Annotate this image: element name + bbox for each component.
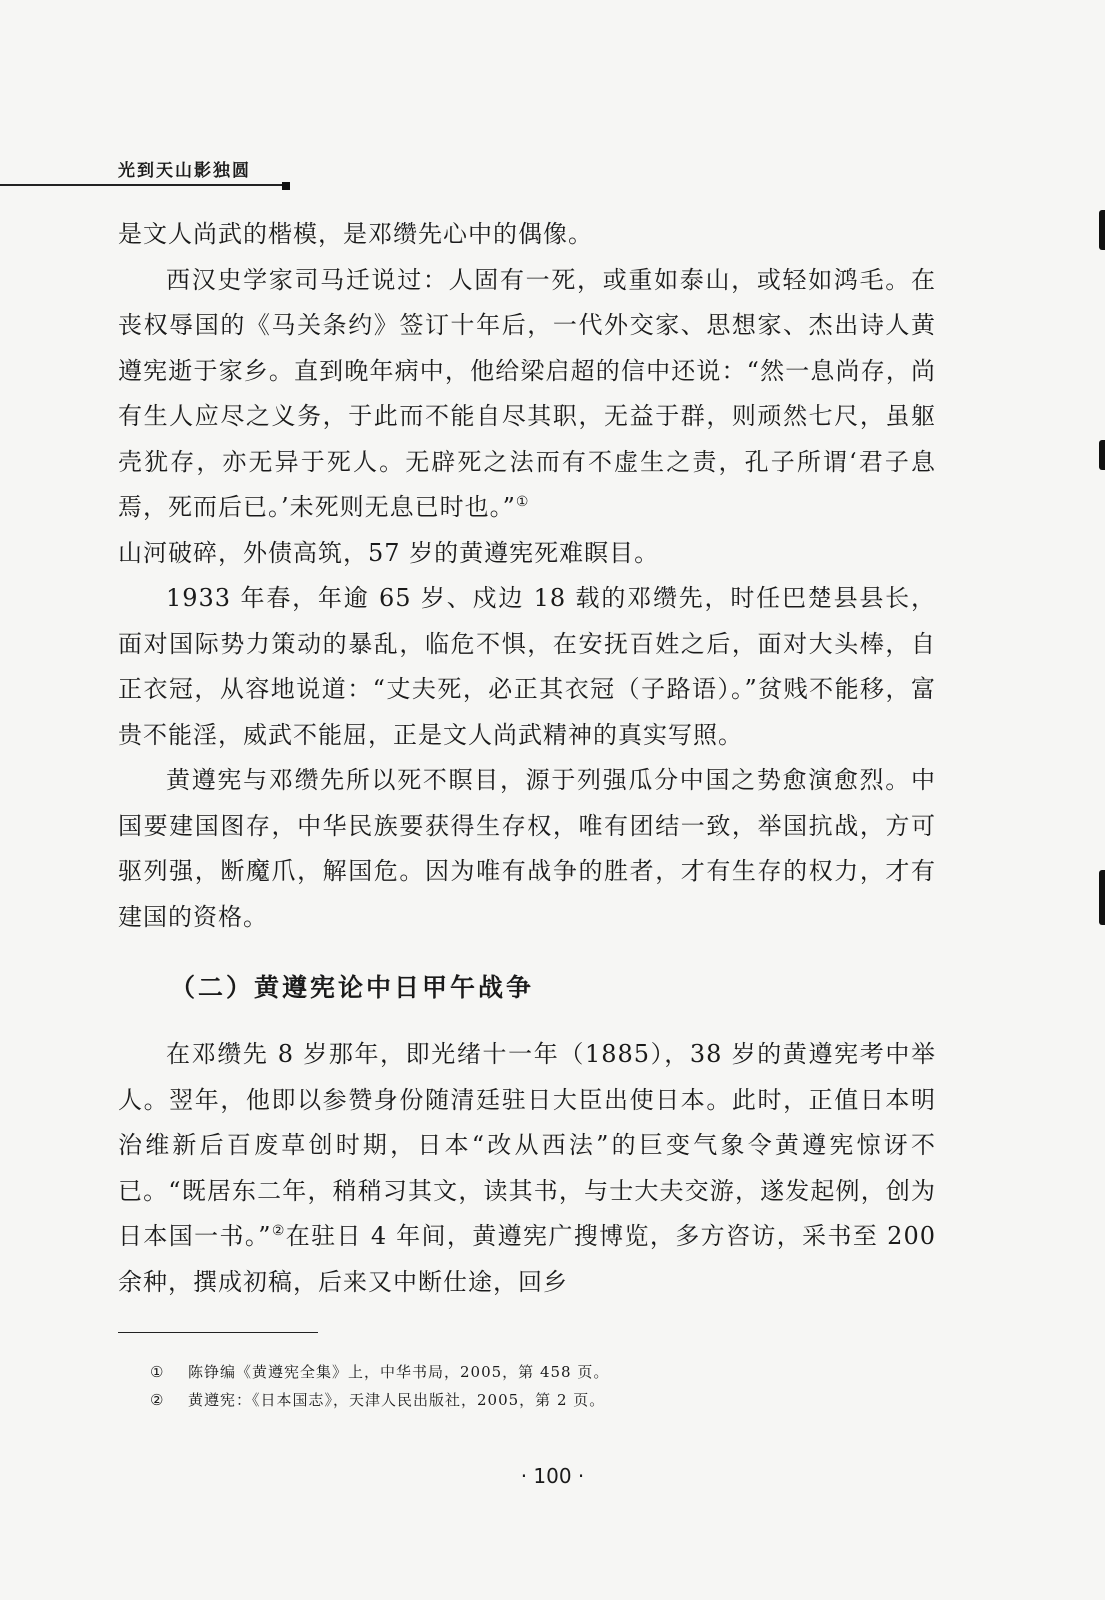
footnote-2 [150, 1386, 930, 1414]
footnote-2-text: 黄遵宪：《日本国志》，天津人民出版社，2005，第 2 页。 [188, 1391, 606, 1409]
body-text [118, 212, 936, 1305]
page-number: · 100 · [520, 1464, 585, 1488]
footnote-ref-2: ② [271, 1223, 286, 1239]
paragraph-sima-qian [118, 258, 936, 577]
section-heading: （二）黄遵宪论中日甲午战争 [170, 973, 535, 1002]
paragraph-section-body [118, 1032, 936, 1305]
footnote-ref-1: ① [515, 494, 530, 510]
paragraph-sima-qian-tail: 山河破碎，外债高筑，57 岁的黄遵宪死难瞑目。 [118, 538, 660, 567]
footnote-1-mark: ① [150, 1363, 165, 1381]
scan-edge-mark [1099, 210, 1105, 250]
paragraph-section-body-part1: 在邓缵先 8 岁那年，即光绪十一年（1885），38 岁的黄遵宪考中举人。翌年，他即以参赞身份随清廷驻日大臣出使日本。此时，正值日本明治维新后百废草创时期，日本“改从西法”的巨变气象令黄遵宪惊讶不已。“既居东二年，稍稍习其文，读其书，与士大夫交游，遂发起例，创为日本国一书。” [118, 1040, 936, 1250]
paragraph-huang-deng: 黄遵宪与邓缵先所以死不瞑目，源于列强瓜分中国之势愈演愈烈。中国要建国图存，中华民族要获得生存权，唯有团结一致，举国抗战，方可驱列强，断魔爪，解国危。因为唯有战争的胜者，才有生存的权力，才有建国的资格。 [118, 766, 936, 931]
scan-edge-mark [1099, 440, 1105, 470]
footnotes [150, 1358, 930, 1414]
footnote-rule [118, 1332, 318, 1333]
running-header-title: 光到天山影独圆 [118, 161, 251, 181]
header-marker [282, 182, 290, 190]
paragraph-section-body-part2: 在驻日 4 年间，黄遵宪广搜博览，多方咨访，采书至 200 余种，撰成初稿，后来又中断仕途，回乡 [118, 1222, 936, 1296]
footnote-1-text: 陈铮编《黄遵宪全集》上，中华书局，2005，第 458 页。 [188, 1363, 610, 1381]
paragraph-sima-qian-text: 西汉史学家司马迁说过：人固有一死，或重如泰山，或轻如鸿毛。在丧权辱国的《马关条约》签订十年后，一代外交家、思想家、杰出诗人黄遵宪逝于家乡。直到晚年病中，他给梁启超的信中还说：“然一息尚存，尚有生人应尽之义务，于此而不能自尽其职，无益于群，则顽然七尺，虽躯壳犹存，亦无异于死人。无辟死之法而有不虚生之责，孔子所谓‘君子息焉，死而后已。’未死则无息已时也。” [118, 265, 936, 521]
footnote-2-mark: ② [150, 1391, 165, 1409]
paragraph-1933: 1933 年春，年逾 65 岁、戍边 18 载的邓缵先，时任巴楚县县长，面对国际势力策动的暴乱，临危不惧，在安抚百姓之后，面对大头棒，自正衣冠，从容地说道：“丈夫死，必正其衣冠（子路语）。”贫贱不能移，富贵不能淫，威武不能屈，正是文人尚武精神的真实写照。 [118, 584, 936, 749]
paragraph-continued: 是文人尚武的楷模，是邓缵先心中的偶像。 [118, 220, 593, 248]
scan-edge-mark [1099, 870, 1105, 925]
running-header [0, 150, 290, 186]
footnote-1 [150, 1358, 930, 1386]
